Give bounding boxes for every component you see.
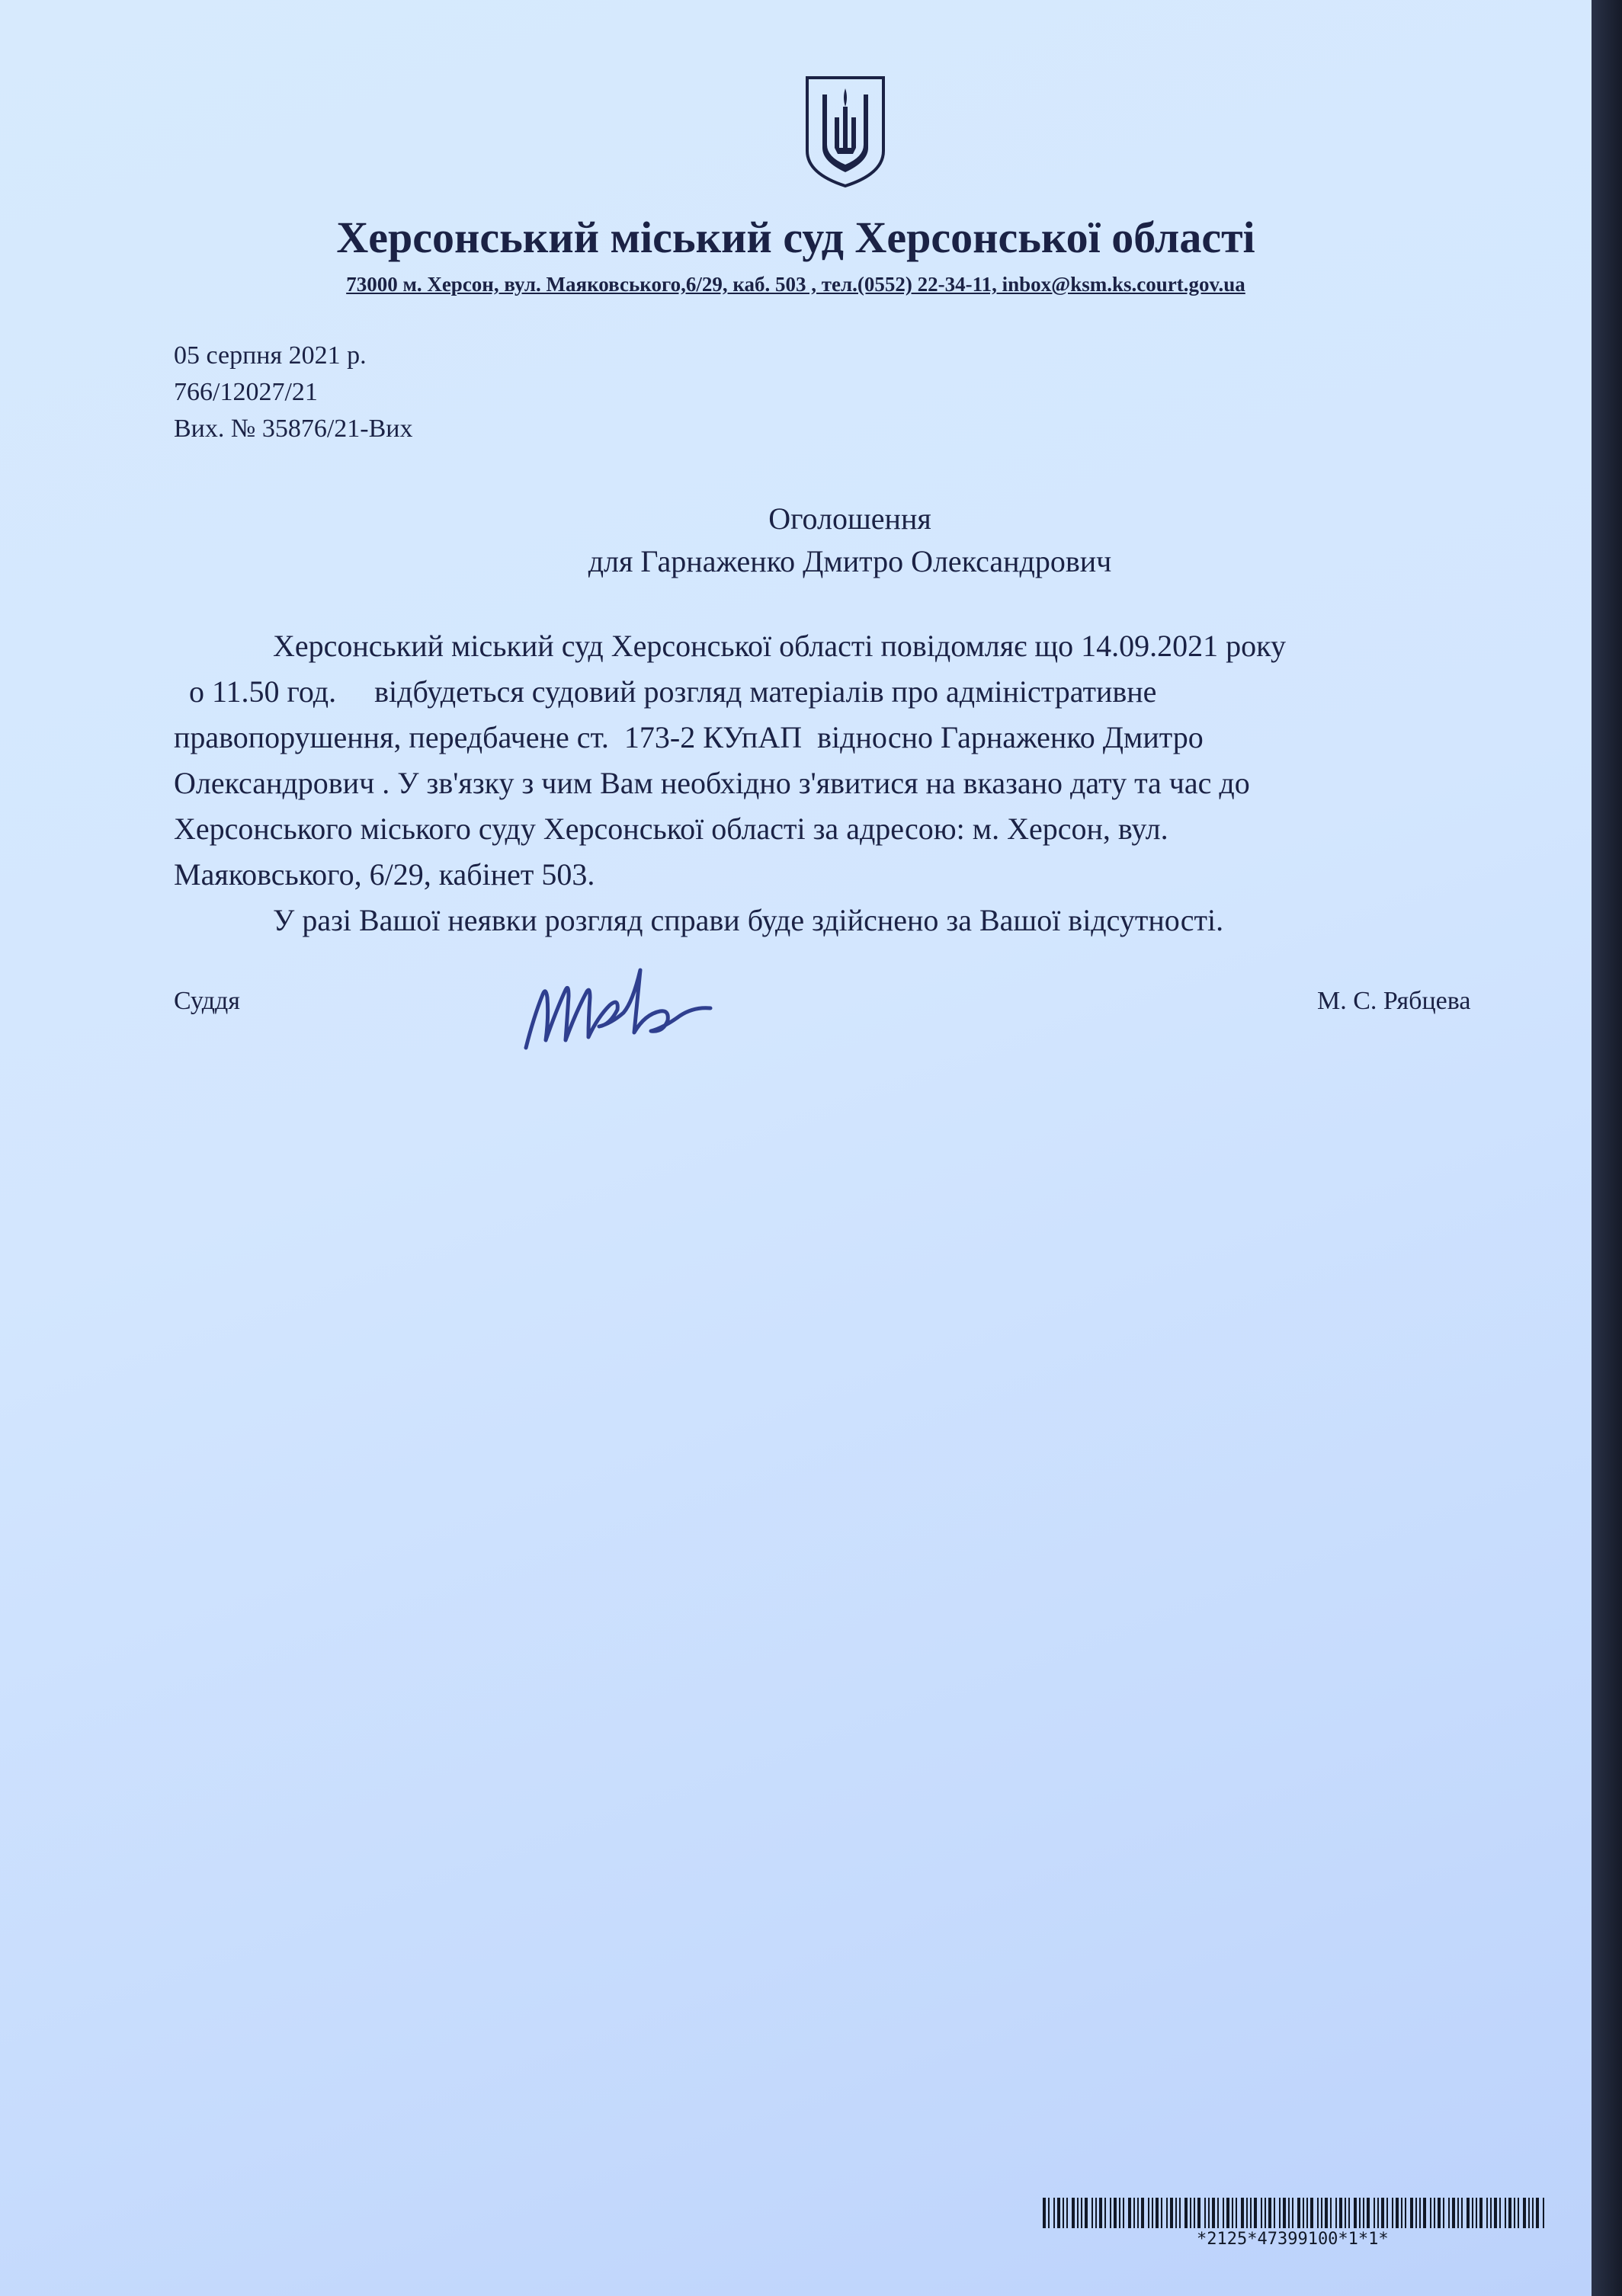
barcode-bar — [1415, 2198, 1417, 2228]
barcode-bar — [1292, 2198, 1293, 2228]
barcode-bar — [1232, 2198, 1233, 2228]
barcode-bar — [1123, 2198, 1124, 2228]
barcode-bar — [1523, 2198, 1526, 2228]
barcode-bar — [1339, 2198, 1342, 2228]
body-line: Херсонського міського суду Херсонської області за адресою: м. Херсон, вул. — [174, 812, 1168, 846]
barcode-bar — [1396, 2198, 1399, 2228]
barcode-bar — [1279, 2198, 1281, 2228]
outgoing-number: Вих. № 35876/21-Вих — [174, 415, 413, 443]
barcode-bar — [1236, 2198, 1237, 2228]
barcode-bar — [1335, 2198, 1337, 2228]
barcode-bar — [1043, 2198, 1046, 2228]
barcode-bar — [1099, 2198, 1102, 2228]
court-name: Херсонський міський суд Херсонської області — [336, 213, 1255, 262]
trident-emblem-icon — [804, 75, 886, 187]
barcode-bar — [1543, 2198, 1544, 2228]
barcode-bar — [1377, 2198, 1379, 2228]
barcode-bar — [1141, 2198, 1144, 2228]
barcode-bar — [1434, 2198, 1435, 2228]
barcode-bar — [1518, 2198, 1519, 2228]
barcode-bar — [1386, 2198, 1388, 2228]
barcode-bar — [1508, 2198, 1511, 2228]
document-meta — [174, 338, 412, 447]
barcode-bar — [1325, 2198, 1328, 2228]
barcode-bar — [1066, 2198, 1068, 2228]
barcode-bar — [1363, 2198, 1364, 2228]
barcode-bar — [1472, 2198, 1473, 2228]
barcode-bar — [1423, 2198, 1426, 2228]
handwritten-signature — [518, 964, 716, 1055]
barcode-bar — [1367, 2198, 1370, 2228]
barcode-bar — [1494, 2198, 1497, 2228]
barcode-bar — [1128, 2198, 1131, 2228]
barcode-bar — [1268, 2198, 1271, 2228]
barcode-bar — [1401, 2198, 1402, 2228]
barcode-bar — [1048, 2198, 1050, 2228]
barcode-bar — [1223, 2198, 1224, 2228]
barcode-bar — [1170, 2198, 1173, 2228]
barcode-bar — [1137, 2198, 1139, 2228]
barcode-bar — [1321, 2198, 1322, 2228]
barcode-bar — [1303, 2198, 1304, 2228]
barcode-bar — [1348, 2198, 1350, 2228]
absence-notice: У разі Вашої неявки розгляд справи буде здійснено за Вашої відсутності. — [273, 903, 1224, 937]
barcode-bar — [1077, 2198, 1079, 2228]
barcode-bar — [1208, 2198, 1210, 2228]
barcode-bar — [1405, 2198, 1406, 2228]
barcode-bar — [1095, 2198, 1097, 2228]
barcode-bar — [1204, 2198, 1206, 2228]
barcode-bar — [1457, 2198, 1459, 2228]
barcode-bar — [1179, 2198, 1181, 2228]
barcode-bar — [1261, 2198, 1262, 2228]
barcode-bar — [1476, 2198, 1477, 2228]
barcode-bar — [1461, 2198, 1463, 2228]
body-line: Маяковського, 6/29, кабінет 503. — [174, 857, 595, 892]
barcode-bar — [1345, 2198, 1346, 2228]
barcode-bar — [1057, 2198, 1060, 2228]
barcode-bar — [1184, 2198, 1188, 2228]
notice-recipient: для Гарнаженко Дмитро Олександрович — [588, 544, 1112, 578]
barcode-bar — [1381, 2198, 1384, 2228]
barcode-bar — [1161, 2198, 1162, 2228]
barcode-bar — [1197, 2198, 1200, 2228]
barcode-bar — [1499, 2198, 1501, 2228]
barcode-bar — [1430, 2198, 1431, 2228]
barcode-bar — [1085, 2198, 1088, 2228]
body-line: правопорушення, передбачене ст. 173-2 КУпАП відносно Гарнаженко Дмитро — [174, 720, 1204, 754]
barcode-bar — [1274, 2198, 1275, 2228]
barcode-bar — [1265, 2198, 1266, 2228]
barcode-bar — [1104, 2198, 1106, 2228]
notice-title: Оголошення — [768, 501, 931, 536]
barcode-bar — [1194, 2198, 1195, 2228]
barcode-bar — [1288, 2198, 1290, 2228]
barcode-bar — [1528, 2198, 1530, 2228]
barcode-bar — [1443, 2198, 1444, 2228]
barcode-bar — [1110, 2198, 1111, 2228]
barcode-bar — [1063, 2198, 1064, 2228]
barcode-bar — [1133, 2198, 1135, 2228]
barcode-bar — [1317, 2198, 1319, 2228]
barcode-bar — [1514, 2198, 1515, 2228]
barcode-bar — [1053, 2198, 1055, 2228]
barcode-bar — [1392, 2198, 1393, 2228]
barcode-bar — [1166, 2198, 1168, 2228]
barcode-bar — [1490, 2198, 1492, 2228]
scan-edge — [1592, 0, 1622, 2296]
barcode-bar — [1246, 2198, 1248, 2228]
court-address: 73000 м. Херсон, вул. Маяковського,6/29, каб. 503 , тел.(0552) 22-34-11, inbox@ksm.ks.court.gov.ua — [346, 273, 1245, 296]
barcode-bar — [1330, 2198, 1332, 2228]
barcode-bar — [1354, 2198, 1357, 2228]
barcode-bar — [1505, 2198, 1506, 2228]
barcode-bar — [1175, 2198, 1177, 2228]
document-date: 05 серпня 2021 р. — [174, 341, 367, 370]
barcode-bar — [1226, 2198, 1229, 2228]
barcode-text: *2125*47399100*1*1* — [1197, 2230, 1389, 2249]
barcode-bar — [1297, 2198, 1300, 2228]
case-number: 766/12027/21 — [174, 378, 318, 406]
barcode-bar — [1217, 2198, 1219, 2228]
barcode-bar — [1250, 2198, 1252, 2228]
barcode — [1043, 2198, 1550, 2228]
barcode-bar — [1212, 2198, 1215, 2228]
notice-heading — [0, 498, 1592, 583]
barcode-bar — [1359, 2198, 1361, 2228]
barcode-bar — [1438, 2198, 1441, 2228]
body-line: Олександрович . У зв'язку з чим Вам необхідно з'явитися на вказано дату та час до — [174, 766, 1250, 800]
barcode-bar — [1310, 2198, 1313, 2228]
barcode-bar — [1467, 2198, 1470, 2228]
barcode-bar — [1072, 2198, 1075, 2228]
body-line: Херсонський міський суд Херсонської області повідомляє що 14.09.2021 року — [273, 629, 1287, 663]
barcode-bar — [1448, 2198, 1450, 2228]
barcode-bar — [1148, 2198, 1149, 2228]
barcode-bar — [1486, 2198, 1488, 2228]
barcode-bar — [1081, 2198, 1082, 2228]
barcode-bar — [1156, 2198, 1159, 2228]
barcode-bar — [1452, 2198, 1455, 2228]
barcode-bar — [1119, 2198, 1120, 2228]
barcode-bar — [1479, 2198, 1483, 2228]
barcode-bar — [1536, 2198, 1539, 2228]
barcode-bar — [1532, 2198, 1534, 2228]
judge-name: М. С. Рябцева — [1317, 987, 1471, 1015]
barcode-bar — [1254, 2198, 1257, 2228]
body-line: о 11.50 год. відбудеться судовий розгляд матеріалів про адміністративне — [174, 674, 1157, 709]
judge-label: Суддя — [174, 987, 240, 1015]
barcode-bar — [1152, 2198, 1153, 2228]
barcode-bar — [1114, 2198, 1117, 2228]
barcode-bar — [1283, 2198, 1286, 2228]
barcode-bar — [1419, 2198, 1421, 2228]
barcode-bar — [1190, 2198, 1191, 2228]
notice-body — [174, 623, 1538, 943]
barcode-bar — [1306, 2198, 1308, 2228]
barcode-bar — [1091, 2198, 1093, 2228]
barcode-bar — [1374, 2198, 1375, 2228]
barcode-bar — [1241, 2198, 1244, 2228]
barcode-bar — [1410, 2198, 1413, 2228]
